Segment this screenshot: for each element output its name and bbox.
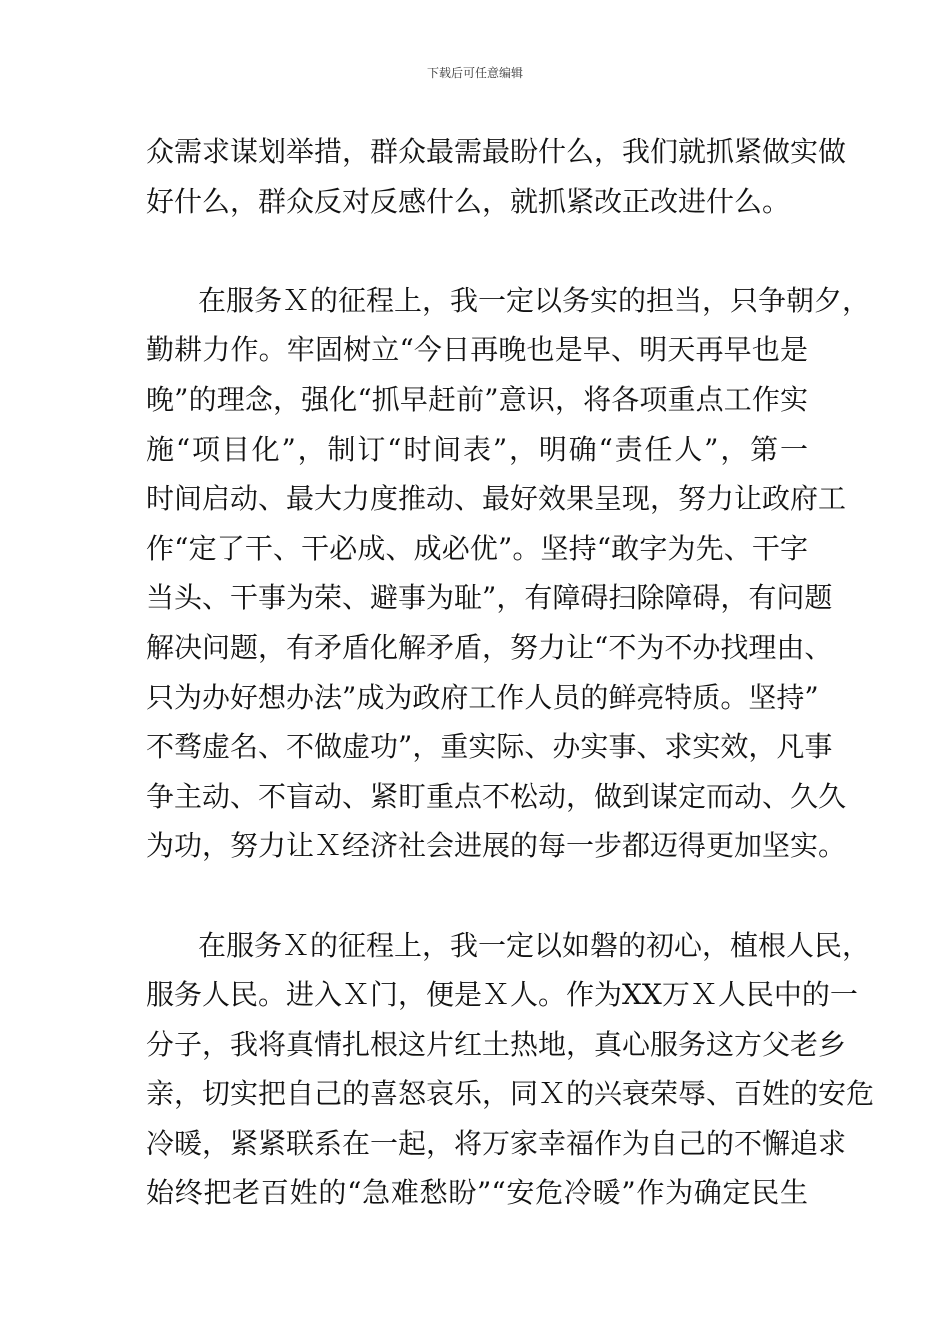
text-line: 解决问题，有矛盾化解矛盾，努力让“不为不办找理由、: [146, 630, 833, 664]
text-line: 当头、干事为荣、避事为耻”，有障碍扫除障碍，有问题: [146, 581, 833, 615]
text-line: 好什么，群众反对反感什么，就抓紧改正改进什么。: [146, 184, 791, 218]
text-line: 时间启动、最大力度推动、最好效果呈现，努力让政府工: [146, 482, 847, 516]
paragraph-1: [146, 127, 847, 226]
paragraph-3: [146, 921, 875, 1219]
text-line: 冷暖，紧紧联系在一起，将万家幸福作为自己的不懈追求: [146, 1126, 847, 1160]
text-line: 勤耕力作。牢固树立“今日再晚也是早、明天再早也是: [146, 333, 808, 367]
text-line: 作“定了干、干必成、成必优”。坚持“敢字为先、干字: [146, 531, 808, 565]
text-line: 在服务Ｘ的征程上，我一定以如磐的初心，植根人民，: [198, 928, 871, 962]
text-line: 晚”的理念，强化“抓早赶前”意识，将各项重点工作实: [146, 382, 808, 416]
text-line: 不骛虚名、不做虚功”，重实际、办实事、求实效，凡事: [146, 730, 833, 764]
text-line: 在服务Ｘ的征程上，我一定以务实的担当，只争朝夕，: [198, 283, 871, 317]
text-line: 亲，切实把自己的喜怒哀乐，同Ｘ的兴衰荣辱、百姓的安危: [146, 1077, 875, 1111]
document-body: [146, 127, 875, 1218]
text-line: 服务人民。进入Ｘ门，便是Ｘ人。作为XX万Ｘ人民中的一: [146, 978, 858, 1012]
text-line: 众需求谋划举措，群众最需最盼什么，我们就抓紧做实做: [146, 135, 847, 168]
page-header: 下载后可任意编辑: [426, 66, 523, 80]
text-line: 分子，我将真情扎根这片红土热地，真心服务这方父老乡: [146, 1027, 847, 1061]
paragraph-2: [146, 276, 871, 871]
text-line: 施“项目化”，制订“时间表”，明确“责任人”，第一: [146, 432, 808, 466]
text-line: 为功，努力让Ｘ经济社会进展的每一步都迈得更加坚实。: [146, 829, 847, 863]
text-line: 争主动、不盲动、紧盯重点不松动，做到谋定而动、久久: [146, 779, 847, 813]
text-line: 只为办好想办法”成为政府工作人员的鲜亮特质。坚持”: [146, 680, 819, 714]
text-line: 始终把老百姓的“急难愁盼”“安危冷暖”作为确定民生: [146, 1176, 808, 1210]
